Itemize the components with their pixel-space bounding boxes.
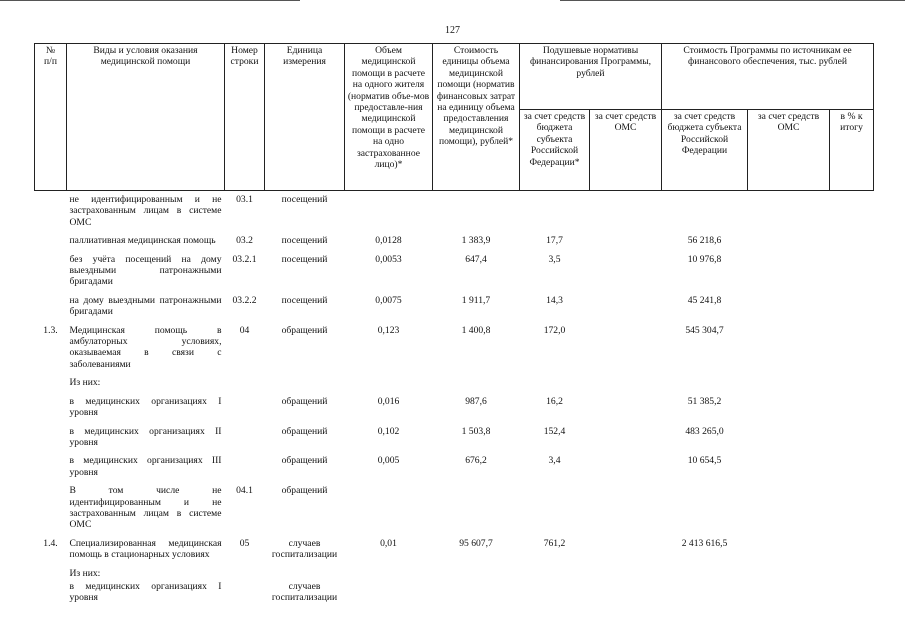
row-number xyxy=(35,425,67,455)
table-row xyxy=(35,484,874,537)
row-program-pct xyxy=(830,537,874,567)
row-volume: 0,0128 xyxy=(375,235,402,247)
row-volume: 0,0075 xyxy=(375,294,402,306)
row-program-budget: 545 304,7 xyxy=(685,324,724,336)
row-per-capita-budget xyxy=(520,484,590,537)
row-kind: в медицинских организациях III уровня xyxy=(69,455,222,478)
row-per-capita-oms xyxy=(590,567,662,580)
header-program-budget: за счет средств бюджета субъекта Российской Федерации xyxy=(662,110,748,191)
row-program-budget: 10 976,8 xyxy=(687,253,722,265)
row-cost xyxy=(433,191,520,235)
row-number: 1.4. xyxy=(43,537,58,549)
row-program-budget: 51 385,2 xyxy=(687,395,722,407)
row-program-oms xyxy=(748,484,830,537)
row-cost xyxy=(433,484,520,537)
row-volume: 0,0053 xyxy=(375,253,402,265)
row-kind: в медицинских организациях II уровня xyxy=(69,425,222,448)
row-per-capita-budget: 14,3 xyxy=(546,294,563,306)
row-kind: Специализированная медицинская помощь в стационарных условиях xyxy=(69,537,222,561)
row-per-capita-oms xyxy=(590,253,662,294)
row-per-capita-oms xyxy=(590,454,662,484)
row-cost xyxy=(433,567,520,580)
header-per-capita-oms: за счет средств ОМС xyxy=(590,110,662,191)
row-kind: в медицинских организациях I уровня xyxy=(69,395,222,419)
row-line: 03.2.2 xyxy=(232,294,257,306)
header-unit: Единица измерения xyxy=(265,44,345,191)
row-volume xyxy=(345,580,433,605)
row-unit xyxy=(265,376,345,394)
row-program-budget xyxy=(662,191,748,235)
row-number xyxy=(35,234,67,252)
table-row xyxy=(35,454,874,484)
table-row xyxy=(35,395,874,425)
row-unit: случаев госпитализации xyxy=(271,580,338,604)
row-unit: обращений xyxy=(281,485,328,497)
row-cost: 647,4 xyxy=(465,253,487,265)
row-per-capita-budget xyxy=(520,567,590,580)
row-cost: 1 383,9 xyxy=(461,235,491,247)
row-per-capita-oms xyxy=(590,191,662,235)
row-per-capita-budget: 761,2 xyxy=(543,537,566,549)
row-per-capita-oms xyxy=(590,484,662,537)
row-per-capita-budget: 16,2 xyxy=(546,395,563,407)
row-program-budget xyxy=(662,567,748,580)
row-cost: 1 400,8 xyxy=(461,324,491,336)
row-line: 03.2.1 xyxy=(232,253,257,265)
header-per-capita: Подушевые нормативы финансирования Программы, рублей xyxy=(520,44,662,110)
row-cost: 1 911,7 xyxy=(461,294,491,306)
row-line: 04.1 xyxy=(236,485,253,497)
row-program-pct xyxy=(830,294,874,324)
row-volume xyxy=(345,567,433,580)
row-kind: Из них: xyxy=(69,377,101,389)
table-row xyxy=(35,234,874,252)
row-program-pct xyxy=(830,425,874,455)
row-volume xyxy=(345,376,433,394)
header-kind: Виды и условия оказания медицинской помощи xyxy=(67,44,225,191)
header-volume: Объем медицинской помощи в расчете на одного жителя (норматив объе-мов предоставле-ния медицинской помощи в расчете на одно застрахованное лицо)* xyxy=(345,44,433,191)
row-program-budget xyxy=(662,484,748,537)
row-per-capita-budget: 3,4 xyxy=(548,455,561,467)
row-program-oms xyxy=(748,376,830,394)
scan-edge-line-left xyxy=(0,0,300,1)
row-unit: посещений xyxy=(281,194,328,205)
row-number xyxy=(35,454,67,484)
row-program-pct xyxy=(830,191,874,235)
table-row xyxy=(35,253,874,294)
row-program-oms xyxy=(748,537,830,567)
row-program-budget: 483 265,0 xyxy=(685,425,724,437)
row-per-capita-oms xyxy=(590,395,662,425)
row-number xyxy=(35,395,67,425)
row-program-oms xyxy=(748,294,830,324)
row-volume xyxy=(345,191,433,235)
table-row xyxy=(35,324,874,377)
row-line: 05 xyxy=(239,537,250,549)
row-program-oms xyxy=(748,234,830,252)
row-cost: 95 607,7 xyxy=(459,537,493,549)
row-per-capita-oms xyxy=(590,324,662,377)
row-line: 03.1 xyxy=(236,194,253,205)
header-line: Номер строки xyxy=(225,44,265,191)
header-num: № п/п xyxy=(35,44,67,191)
row-program-budget xyxy=(662,376,748,394)
row-kind: в медицинских организациях I уровня xyxy=(69,580,222,604)
row-line xyxy=(225,425,265,455)
row-number xyxy=(35,191,67,235)
table-row xyxy=(35,294,874,324)
header-per-capita-budget: за счет средств бюджета субъекта Российской Федерации* xyxy=(520,110,590,191)
row-program-budget: 10 654,5 xyxy=(687,455,722,467)
row-cost: 676,2 xyxy=(465,455,487,467)
row-program-budget: 45 241,8 xyxy=(687,294,722,306)
row-kind: Медицинская помощь в амбулаторных условиях, оказываемая в связи с заболеваниями xyxy=(69,324,222,370)
row-program-oms xyxy=(748,324,830,377)
row-number xyxy=(35,294,67,324)
row-per-capita-budget: 3,5 xyxy=(548,253,561,265)
row-program-pct xyxy=(830,567,874,580)
row-per-capita-budget xyxy=(520,376,590,394)
row-per-capita-oms xyxy=(590,425,662,455)
row-kind: на дому выездными патронажными бригадами xyxy=(69,294,222,318)
row-program-oms xyxy=(748,253,830,294)
program-table-sheet xyxy=(34,43,873,605)
row-unit: обращений xyxy=(281,395,328,407)
header-program-oms: за счет средств ОМС xyxy=(748,110,830,191)
row-unit xyxy=(265,567,345,580)
table-row xyxy=(35,537,874,567)
row-program-pct xyxy=(830,234,874,252)
header-program-pct: в % к итогу xyxy=(830,110,874,191)
row-volume: 0,016 xyxy=(377,395,400,407)
row-line xyxy=(225,376,265,394)
row-per-capita-oms xyxy=(590,294,662,324)
row-program-oms xyxy=(748,580,830,605)
row-unit: посещений xyxy=(281,253,328,265)
row-number xyxy=(35,567,67,580)
row-line xyxy=(225,580,265,605)
row-volume: 0,01 xyxy=(380,537,397,549)
row-unit: обращений xyxy=(281,324,328,336)
row-number xyxy=(35,580,67,605)
row-kind: не идентифицированным и не застрахованным лицам в системе ОМС xyxy=(69,194,222,228)
row-program-pct xyxy=(830,395,874,425)
row-cost: 987,6 xyxy=(465,395,487,407)
row-line xyxy=(225,454,265,484)
row-kind: Из них: xyxy=(69,567,101,579)
row-program-oms xyxy=(748,191,830,235)
row-unit: посещений xyxy=(281,235,328,247)
row-line: 04 xyxy=(239,324,250,336)
row-number xyxy=(35,484,67,537)
row-cost: 1 503,8 xyxy=(461,425,491,437)
row-cost xyxy=(433,376,520,394)
row-program-pct xyxy=(830,454,874,484)
row-kind: паллиативная медицинская помощь xyxy=(69,235,216,247)
row-per-capita-budget: 152,4 xyxy=(543,425,566,437)
row-line xyxy=(225,567,265,580)
header-cost: Стоимость единицы объема медицинской помощи (норматив финансовых затрат на единицу объема предоставления медицинской помощи), рублей* xyxy=(433,44,520,191)
row-program-pct xyxy=(830,253,874,294)
table-row xyxy=(35,191,874,235)
table-row xyxy=(35,580,874,605)
row-line xyxy=(225,395,265,425)
row-cost xyxy=(433,580,520,605)
row-unit: обращений xyxy=(281,455,328,467)
table-row xyxy=(35,376,874,394)
page-number: 127 xyxy=(445,25,460,36)
row-per-capita-budget: 172,0 xyxy=(543,324,566,336)
row-program-pct xyxy=(830,484,874,537)
row-volume: 0,102 xyxy=(377,425,400,437)
row-unit: посещений xyxy=(281,294,328,306)
table-row xyxy=(35,567,874,580)
row-program-budget xyxy=(662,580,748,605)
row-number xyxy=(35,253,67,294)
row-kind: без учёта посещений на дому выездными патронажными бригадами xyxy=(69,253,222,288)
row-per-capita-oms xyxy=(590,234,662,252)
row-program-budget: 2 413 616,5 xyxy=(681,537,728,549)
row-per-capita-budget: 17,7 xyxy=(546,235,563,247)
header-program-cost: Стоимость Программы по источникам ее финансового обеспечения, тыс. рублей xyxy=(662,44,874,110)
row-kind: В том числе не идентифицированным и не застрахованным лицам в системе ОМС xyxy=(69,485,222,531)
row-unit: обращений xyxy=(281,425,328,437)
scan-edge-line-right xyxy=(560,0,905,1)
row-unit: случаев госпитализации xyxy=(271,537,338,561)
row-number xyxy=(35,376,67,394)
row-per-capita-budget xyxy=(520,580,590,605)
row-program-oms xyxy=(748,425,830,455)
row-per-capita-budget xyxy=(520,191,590,235)
row-program-budget: 56 218,6 xyxy=(687,235,722,247)
row-program-oms xyxy=(748,454,830,484)
row-program-pct xyxy=(830,580,874,605)
row-volume: 0,123 xyxy=(377,324,400,336)
row-program-pct xyxy=(830,376,874,394)
row-program-pct xyxy=(830,324,874,377)
row-line: 03.2 xyxy=(236,235,253,247)
row-per-capita-oms xyxy=(590,580,662,605)
row-number: 1.3. xyxy=(43,324,58,336)
row-per-capita-oms xyxy=(590,537,662,567)
program-table xyxy=(34,43,874,605)
row-volume: 0,005 xyxy=(377,455,400,467)
row-program-oms xyxy=(748,567,830,580)
row-per-capita-oms xyxy=(590,376,662,394)
row-volume xyxy=(345,484,433,537)
row-program-oms xyxy=(748,395,830,425)
table-row xyxy=(35,425,874,455)
